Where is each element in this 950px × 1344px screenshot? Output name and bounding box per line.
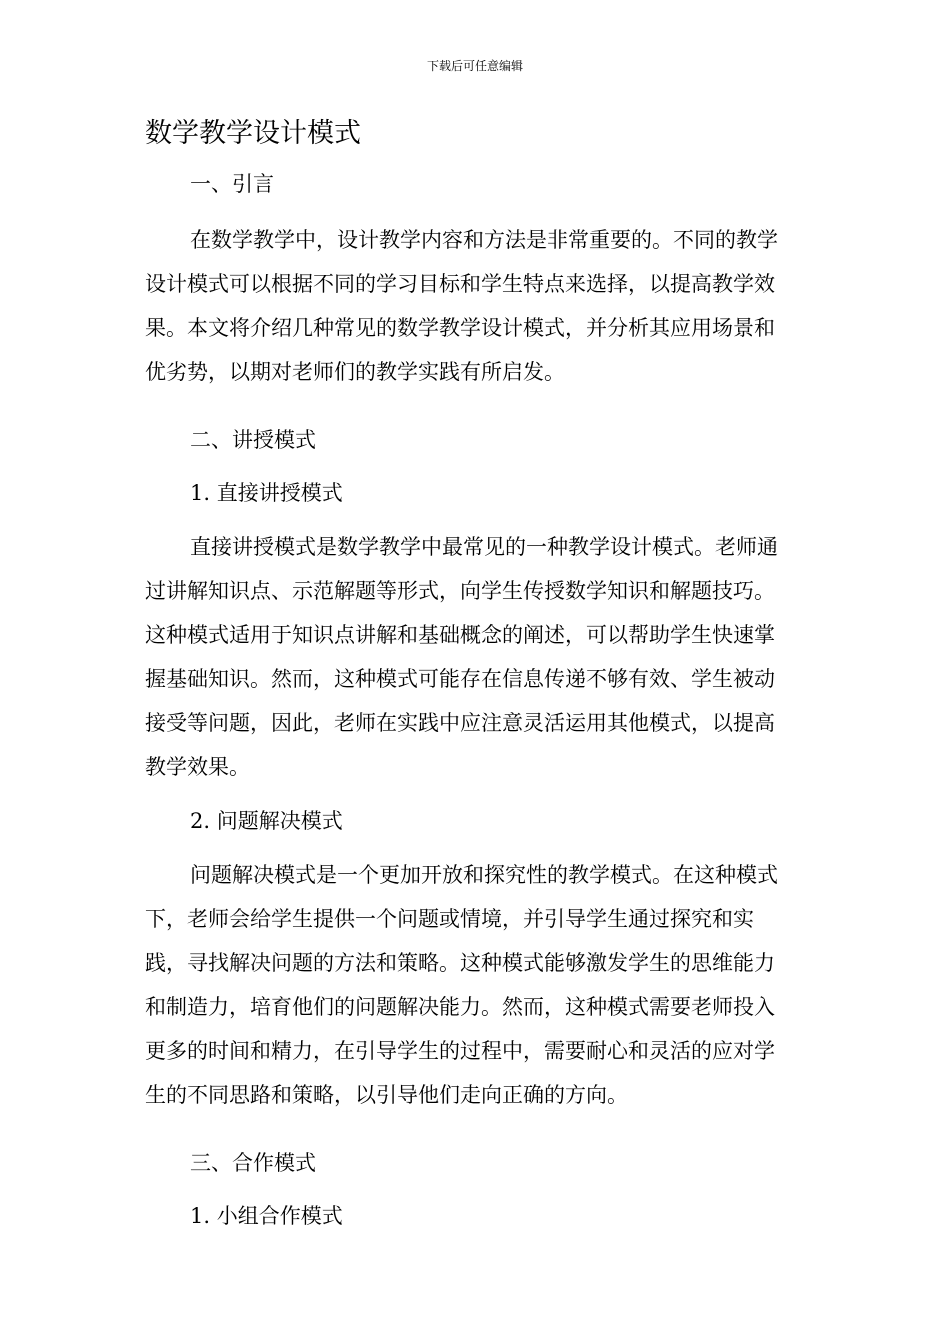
subsection-heading-direct: 1. 直接讲授模式 [190, 481, 343, 505]
problem-paragraph: 问题解决模式是一个更加开放和探究性的教学模式。在这种模式下，老师会给学生提供一个问题或情境，并引导学生通过探究和实践，寻找解决问题的方法和策略。这种模式能够激发学生的思维能力和制造力，培育他们的问题解决能力。然而，这种模式需要老师投入更多的时间和精力，在引导学生的过程中，需要耐心和灵活的应对学生的不同思路和策略，以引导他们走向正确的方向。 [145, 863, 778, 1107]
header-note: 下载后可任意编辑 [426, 59, 523, 73]
subsection-heading-group: 1. 小组合作模式 [190, 1204, 343, 1228]
document-body [145, 166, 795, 1234]
intro-paragraph: 在数学教学中，设计教学内容和方法是非常重要的。不同的教学设计模式可以根据不同的学习目标和学生特点来选择，以提高教学效果。本文将介绍几种常见的数学教学设计模式，并分析其应用场景和优劣势，以期对老师们的教学实践有所启发。 [145, 228, 778, 384]
direct-paragraph: 直接讲授模式是数学教学中最常见的一种教学设计模式。老师通过讲解知识点、示范解题等形式，向学生传授数学知识和解题技巧。这种模式适用于知识点讲解和基础概念的阐述，可以帮助学生快速掌握基础知识。然而，这种模式可能存在信息传递不够有效、学生被动接受等问题，因此，老师在实践中应注意灵活运用其他模式，以提高教学效果。 [145, 535, 778, 779]
document-title: 数学教学设计模式 [145, 118, 361, 149]
section-heading-intro: 一、引言 [190, 172, 274, 196]
section-heading-cooperation: 三、合作模式 [190, 1151, 316, 1175]
section-heading-lecture: 二、讲授模式 [190, 428, 316, 452]
subsection-heading-problem: 2. 问题解决模式 [190, 809, 343, 833]
